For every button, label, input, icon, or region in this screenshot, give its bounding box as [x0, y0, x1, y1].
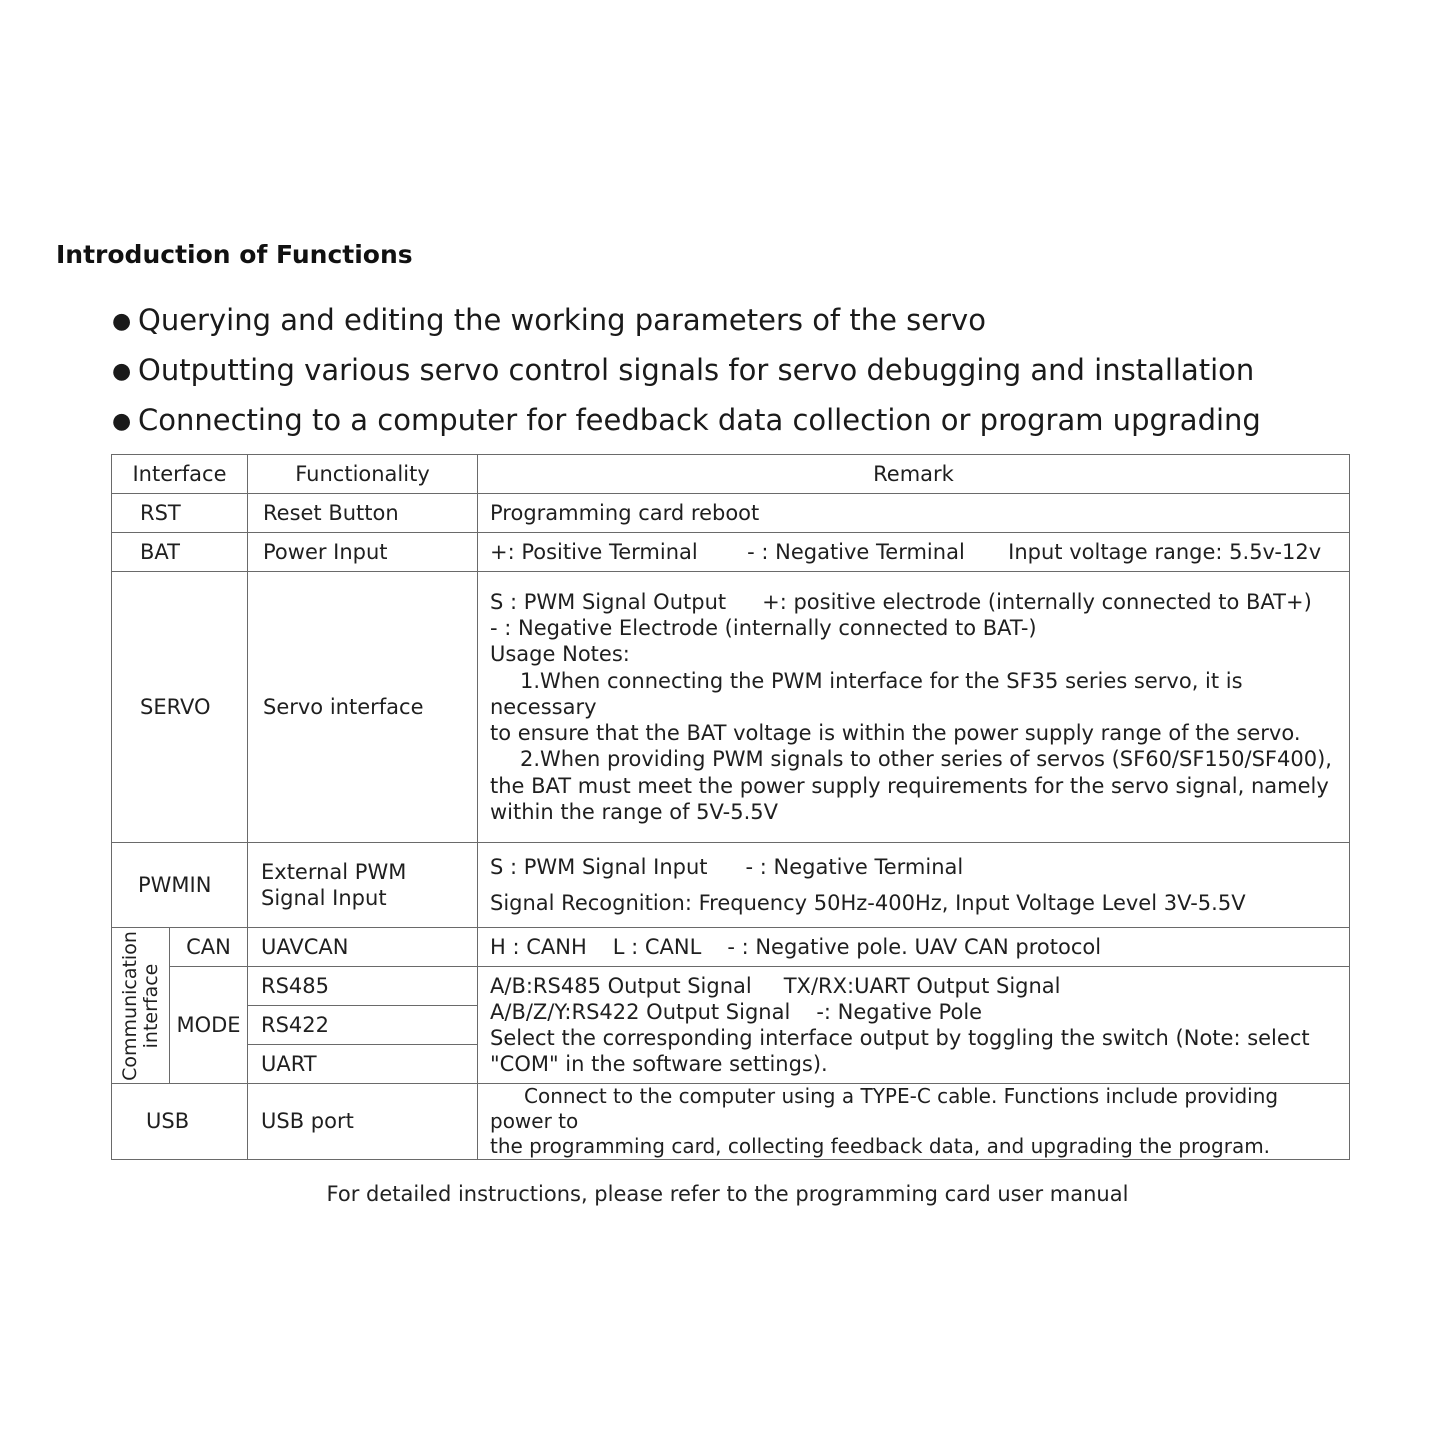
function-table — [111, 454, 1350, 1160]
pwmin-recognition: Signal Recognition: Frequency 50Hz-400Hz, Input Voltage Level 3V-5.5V — [490, 891, 1246, 915]
bullet-text: Outputting various servo control signals for servo debugging and installation — [138, 353, 1255, 387]
can-negative: - : Negative pole. UAV CAN protocol — [727, 934, 1102, 959]
servo-note-2-cont: the BAT must meet the power supply requirements for the servo signal, namely — [490, 773, 1329, 798]
footer-note: For detailed instructions, please refer to the programming card user manual — [326, 1182, 1129, 1206]
mode-uart-signal: TX/RX:UART Output Signal — [783, 973, 1061, 998]
table-row-rst — [112, 494, 1350, 533]
remark-bat — [478, 533, 1350, 572]
table-row-rs485 — [112, 967, 1350, 1006]
servo-signal-output: S : PWM Signal Output — [490, 589, 727, 614]
communication-interface-group — [112, 928, 170, 1084]
table-row-servo — [112, 572, 1350, 843]
bullet-text: Querying and editing the working parameters of the servo — [138, 303, 986, 337]
header-interface: Interface — [112, 455, 248, 494]
function-bullet-list — [112, 298, 1261, 448]
interface-usb: USB — [112, 1084, 248, 1160]
functionality-pwmin — [248, 843, 478, 928]
remark-pwmin — [478, 843, 1350, 928]
servo-usage-notes: Usage Notes: — [490, 642, 630, 667]
functionality-rs422: RS422 — [248, 1006, 478, 1045]
comm-label-line2: interface — [139, 963, 162, 1048]
section-heading: Introduction of Functions — [56, 240, 413, 269]
mode-rs485-signal: A/B:RS485 Output Signal — [490, 973, 752, 998]
pwmin-func-line1: External PWM — [261, 860, 407, 884]
servo-note-1-cont: to ensure that the BAT voltage is within the power supply range of the servo. — [490, 721, 1301, 746]
servo-note-2-end: within the range of 5V-5.5V — [490, 799, 779, 824]
table-row-usb — [112, 1084, 1350, 1160]
functionality-can: UAVCAN — [248, 928, 478, 967]
comm-label-line1: Communication — [118, 930, 141, 1081]
mode-rs422-signal: A/B/Z/Y:RS422 Output Signal — [490, 999, 791, 1024]
functionality-usb: USB port — [248, 1084, 478, 1160]
interface-servo: SERVO — [112, 572, 248, 843]
functionality-rst: Reset Button — [248, 494, 478, 533]
mode-negative: -: Negative Pole — [816, 999, 983, 1024]
bullet-item — [112, 348, 1261, 398]
mode-select-note: Select the corresponding interface output by toggling the switch (Note: select — [490, 1026, 1310, 1050]
functionality-servo: Servo interface — [248, 572, 478, 843]
sub-interface-mode: MODE — [170, 967, 248, 1084]
remark-usb — [478, 1084, 1350, 1160]
functionality-bat: Power Input — [248, 533, 478, 572]
servo-positive: +: positive electrode (internally connected to BAT+) — [762, 589, 1312, 614]
functionality-uart: UART — [248, 1045, 478, 1084]
remark-can — [478, 928, 1350, 967]
bullet-item — [112, 298, 1261, 348]
bullet-item — [112, 398, 1261, 448]
header-remark: Remark — [478, 455, 1350, 494]
mode-select-note-cont: "COM" in the software settings). — [490, 1052, 828, 1077]
interface-rst: RST — [112, 494, 248, 533]
remark-rst: Programming card reboot — [478, 494, 1350, 533]
bullet-text: Connecting to a computer for feedback data collection or program upgrading — [138, 403, 1261, 437]
remark-servo — [478, 572, 1350, 843]
pwmin-negative: - : Negative Terminal — [745, 855, 964, 879]
servo-note-2: 2.When providing PWM signals to other series of servos (SF60/SF150/SF400), — [520, 747, 1332, 772]
interface-bat: BAT — [112, 533, 248, 572]
servo-negative: - : Negative Electrode (internally connected to BAT-) — [490, 616, 1037, 641]
bullet-dot-icon: ● — [112, 409, 132, 434]
bullet-dot-icon: ● — [112, 359, 132, 384]
can-l: L : CANL — [612, 934, 702, 959]
pwmin-signal-input: S : PWM Signal Input — [490, 855, 708, 879]
table-row-pwmin — [112, 843, 1350, 928]
header-functionality: Functionality — [248, 455, 478, 494]
usb-remark-line1: Connect to the computer using a TYPE-C cable. Functions include providing power to — [490, 1084, 1279, 1133]
interface-pwmin: PWMIN — [112, 843, 248, 928]
table-row-can — [112, 928, 1350, 967]
remark-mode — [478, 967, 1350, 1084]
functionality-rs485: RS485 — [248, 967, 478, 1006]
bat-negative: - : Negative Terminal — [747, 539, 965, 564]
table-header-row — [112, 455, 1350, 494]
sub-interface-can: CAN — [170, 928, 248, 967]
table-row-bat — [112, 533, 1350, 572]
servo-note-1: 1.When connecting the PWM interface for the SF35 series servo, it is necessary — [490, 668, 1243, 719]
pwmin-func-line2: Signal Input — [261, 886, 387, 910]
bat-range: Input voltage range: 5.5v-12v — [1008, 539, 1322, 564]
bat-positive: +: Positive Terminal — [490, 539, 698, 564]
usb-remark-line2: the programming card, collecting feedback data, and upgrading the program. — [490, 1134, 1271, 1158]
bullet-dot-icon: ● — [112, 309, 132, 334]
can-h: H : CANH — [490, 934, 587, 959]
